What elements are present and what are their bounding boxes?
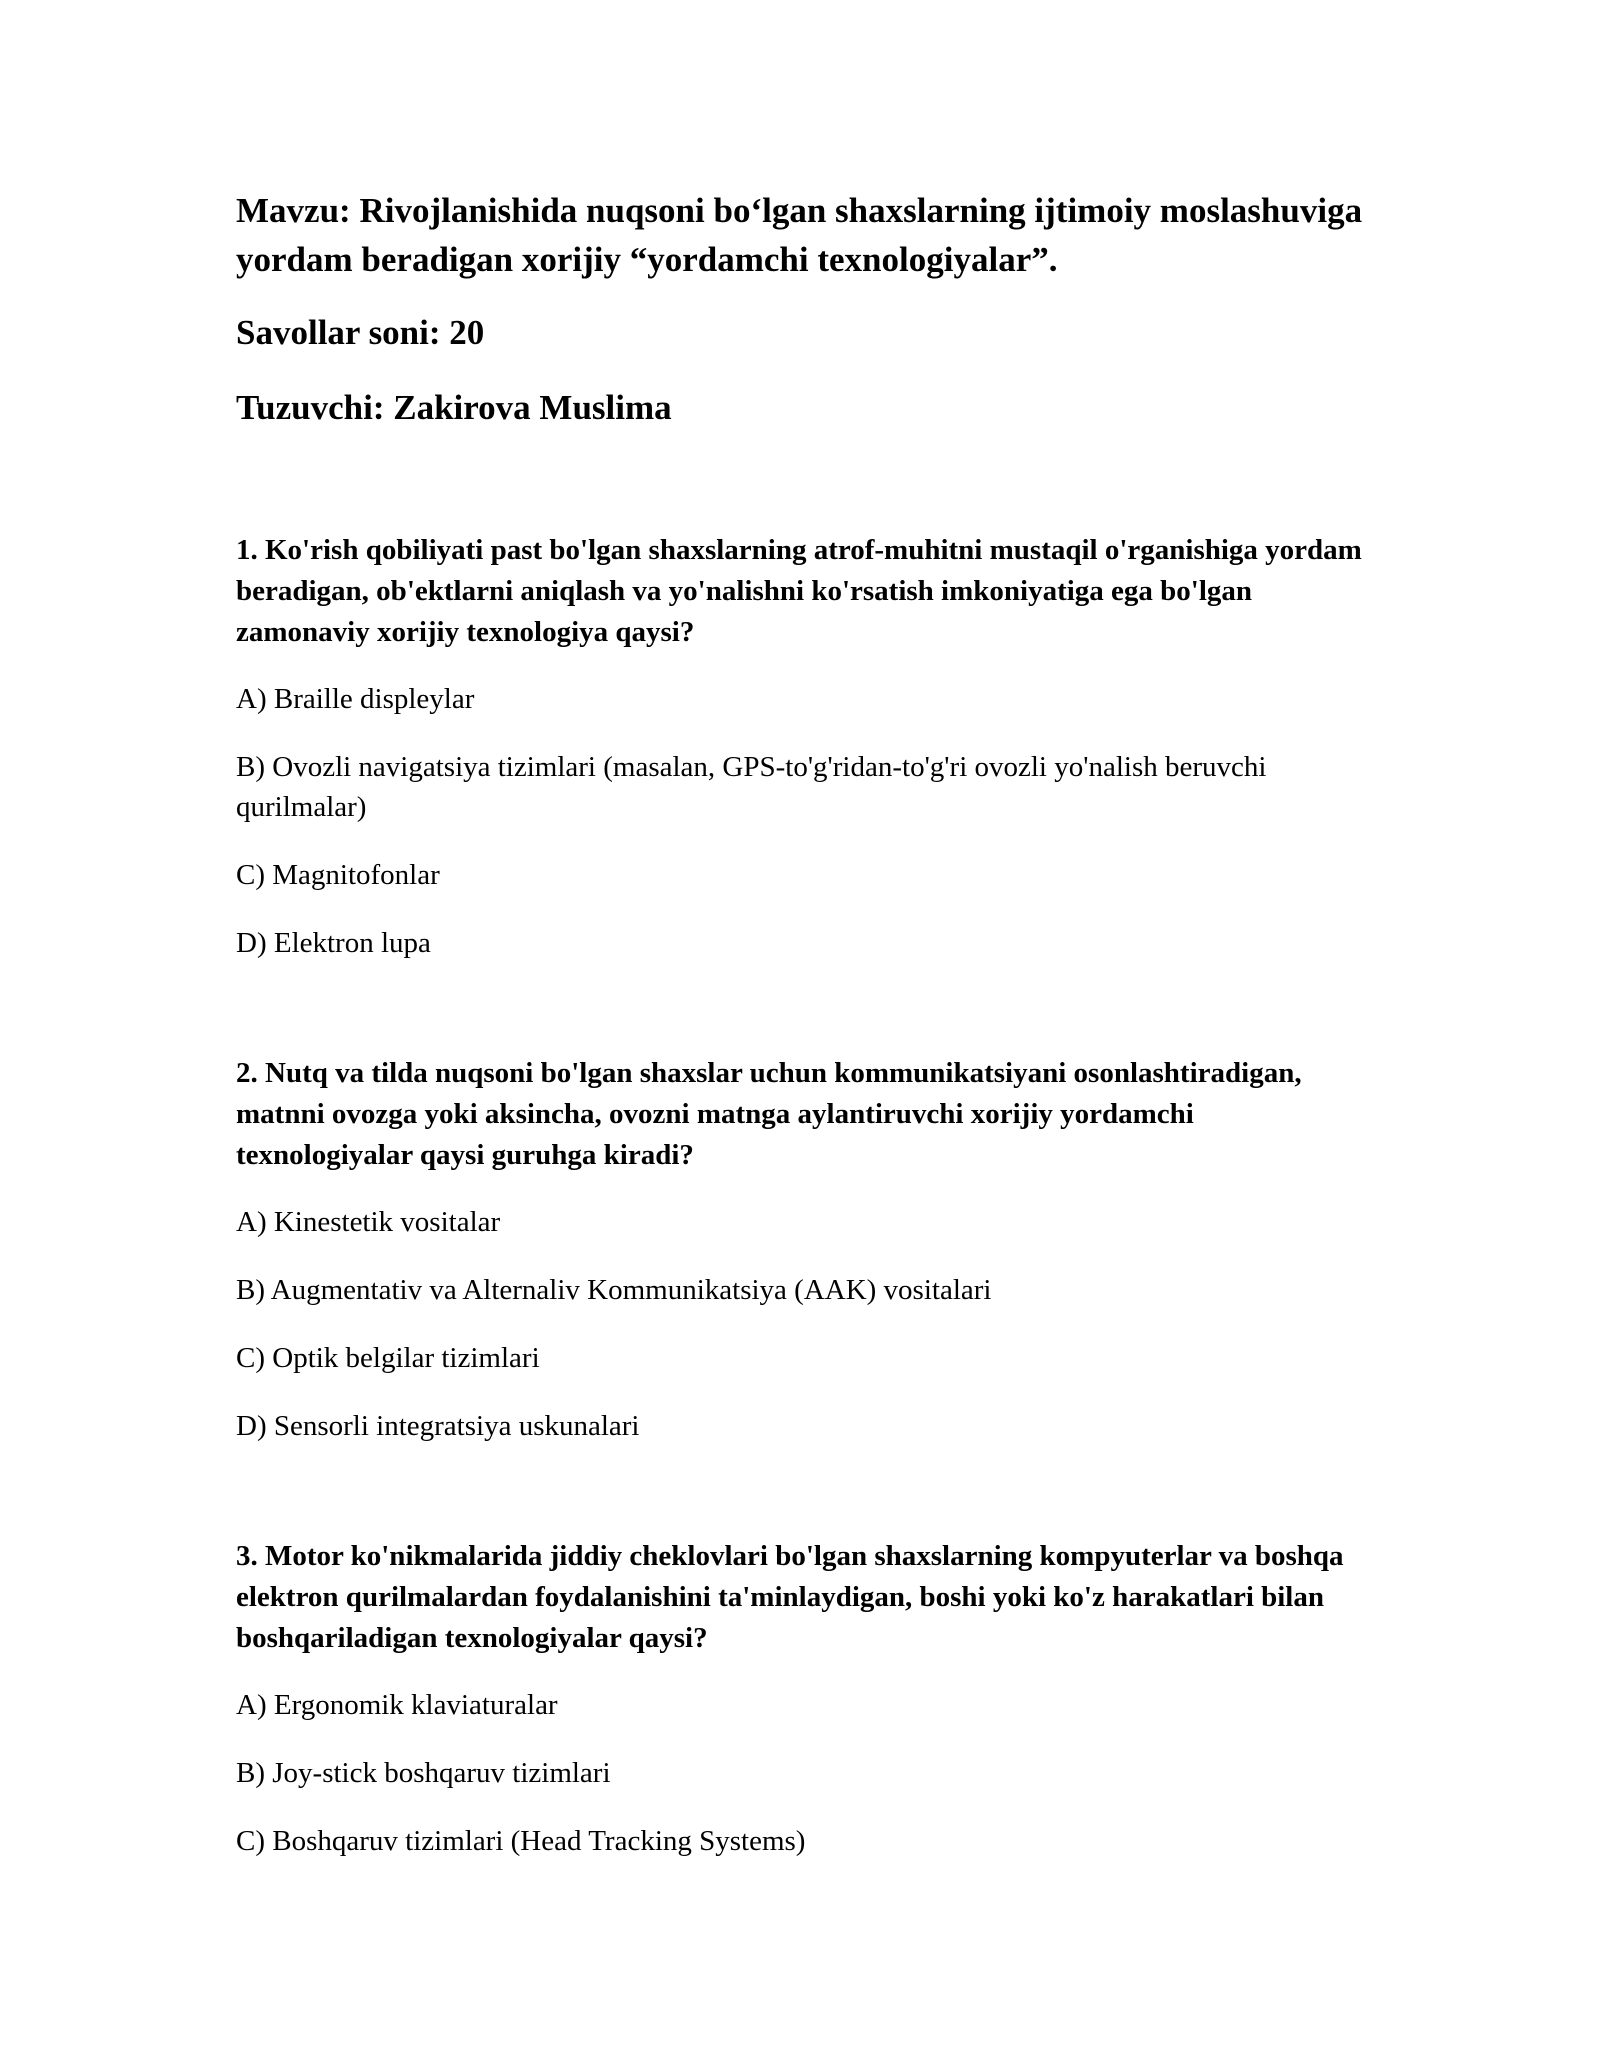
question-text: 3. Motor ko'nikmalarida jiddiy cheklovlari bo'lgan shaxslarning kompyuterlar va boshqa elektron qurilmalardan foydalanishini ta'minlaydigan, boshi yoki ko'z harakatlari bilan boshqariladigan texnologiyalar qaysi?: [236, 1540, 1344, 1654]
answer-option: A) Braille displeylar: [236, 683, 475, 715]
answer-option: C) Boshqaruv tizimlari (Head Tracking Systems): [236, 1825, 806, 1857]
question-block: [236, 1053, 1366, 1446]
question-text: 1. Ko'rish qobiliyati past bo'lgan shaxslarning atrof-muhitni mustaqil o'rganishiga yordam beradigan, ob'ektlarni aniqlash va yo'nalishni ko'rsatish imkoniyatiga ega bo'lgan zamonaviy xorijiy texnologiya qaysi?: [236, 534, 1362, 648]
question-count: Savollar soni: 20: [236, 313, 485, 352]
answer-option: B) Ovozli navigatsiya tizimlari (masalan, GPS-to'g'ridan-to'g'ri ovozli yo'nalish beruvchi qurilmalar): [236, 751, 1267, 823]
answer-option: C) Magnitofonlar: [236, 859, 440, 891]
document-body: [236, 186, 1366, 1889]
author-line: Tuzuvchi: Zakirova Muslima: [236, 388, 672, 427]
document-title: Mavzu: Rivojlanishida nuqsoni bo‘lgan shaxslarning ijtimoiy moslashuviga yordam beradigan xorijiy “yordamchi texnologiyalar”.: [236, 191, 1363, 279]
answer-option: C) Optik belgilar tizimlari: [236, 1342, 540, 1374]
question-block: [236, 1536, 1366, 1861]
question-text: 2. Nutq va tilda nuqsoni bo'lgan shaxslar uchun kommunikatsiyani osonlashtiradigan, matnni ovozga yoki aksincha, ovozni matnga aylantiruvchi xorijiy yordamchi texnologiyalar qaysi guruhga kiradi?: [236, 1057, 1302, 1171]
answer-option: D) Sensorli integratsiya uskunalari: [236, 1410, 640, 1442]
answer-option: B) Joy-stick boshqaruv tizimlari: [236, 1757, 611, 1789]
answer-option: B) Augmentativ va Alternaliv Kommunikatsiya (AAK) vositalari: [236, 1274, 992, 1306]
answer-option: A) Kinestetik vositalar: [236, 1206, 501, 1238]
answer-option: D) Elektron lupa: [236, 927, 431, 959]
question-block: [236, 530, 1366, 963]
answer-option: A) Ergonomik klaviaturalar: [236, 1689, 558, 1721]
